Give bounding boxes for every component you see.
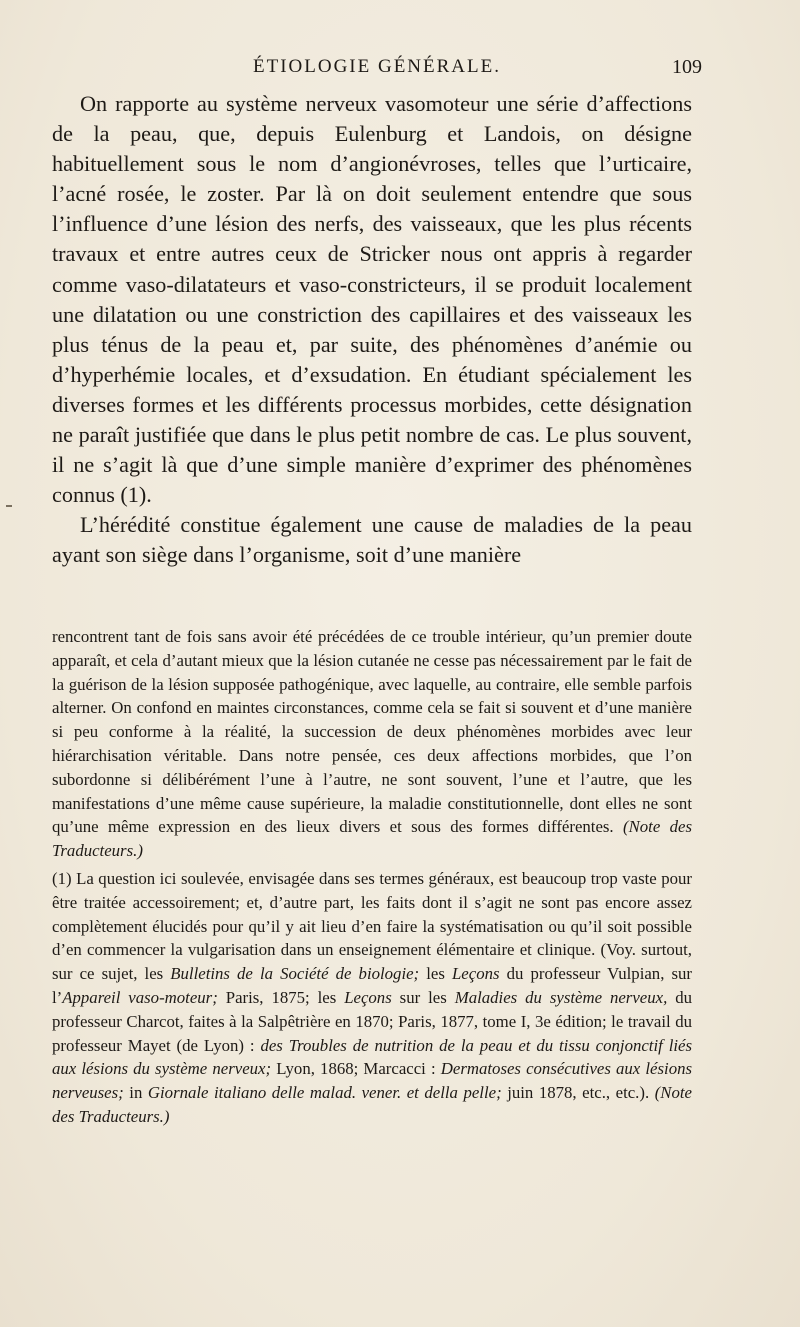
fn-title: Leçons [451,964,500,984]
continued-note-attribution: (Note des Traducteurs.) [52,817,692,861]
fn-text: sur les [391,987,455,1007]
fn-title: Maladies du système nerveux, [454,987,668,1007]
fn-title: Giornale italiano delle malad. vener. et della pelle; [147,1083,502,1103]
fn-text: in [123,1083,148,1103]
paragraph-vasomotor: On rapporte au système nerveux vasomoteur une série d’affections de la peau, que, depuis Eulenburg et Landois, on désigne habituellement sous le nom d’angionévroses, telles que l’urticaire, l’acné rosée, le zoster. Par là on doit seulement entendre que sous l’influence d’une lésion des nerfs, des vaisseaux, que les plus récents travaux et entre autres ceux de Stricker nous ont appris à regarder comme vaso-dilatateurs et vaso-constricteurs, il se produit localement une dilatation ou une constriction des capillaires et des vaisseaux les plus ténus de la peau et, par suite, des phénomènes d’anémie ou d’hyperhémie locales, et d’exsudation. En étudiant spécialement les diverses formes et les différents processus morbides, cette désignation ne paraît justifiée que dans le plus petit nombre de cas. Le plus souvent, il ne s’agit là que d’une simple manière d’exprimer des phénomènes connus (1). [52,91,692,508]
fn-text: La question ici soulevée, envisagée dans ses termes généraux, est beaucoup trop vaste pour être traitée accessoirement; et, d’autre part, les faits dont il s’agit ne sont pas encore assez complètement élucidés pour qu’il y ait lieu d’en faire la systématisation ou qu’il soit possible d’en commencer la vulgarisation dans un enseignement élémentaire et clinique. (Voy. surtout, sur ce sujet, les [52,868,692,984]
fn-title: Dermatoses consécutives aux lésions nerveuses; [52,1059,693,1103]
fn-title: des Troubles de nutrition de la peau et du tissu conjonctif liés aux lésions du système nerveux; [52,1035,692,1079]
fn-text: du professeur Charcot, faites à la Salpêtrière en 1870; Paris, 1877, tome I, 3e édition; le travail du professeur Mayet (de Lyon) : [52,987,693,1055]
page-number: 109 [672,56,702,78]
fn-text: Paris, 1875; les [217,987,345,1007]
fn-text: juin 1878, etc., etc.). [501,1083,655,1103]
footnote-attribution: (Note des Traducteurs.) [52,1083,692,1126]
page-header [52,56,702,84]
footnote-marker: (1) [52,868,72,888]
running-title: ÉTIOLOGIE GÉNÉRALE. [252,56,501,77]
fn-text: du professeur Vulpian, sur l’ [52,964,692,1007]
paragraph-heredity: L’hérédité constitue également une cause de maladies de la peau ayant son siège dans l’organisme, soit d’une manière [52,512,692,568]
fn-text: les [419,964,452,984]
main-text [52,89,692,571]
footnotes [52,625,692,1129]
fn-title: Appareil vaso-moteur; [62,987,218,1007]
continued-note [52,625,692,863]
fn-title: Leçons [344,987,392,1007]
footnote-1 [52,867,692,1129]
margin-mark [6,505,12,507]
continued-note-text: rencontrent tant de fois sans avoir été précédées de ce trouble intérieur, qu’un premier doute apparaît, et cela d’autant mieux que la lésion cutanée ne cesse pas nécessairement par le fait de la guérison de la lésion supposée pathogénique, avec laquelle, au contraire, elle semble parfois alterner. On confond en maintes circonstances, comme cela se fait si souvent et d’une manière si peu conforme à la réalité, la succession de deux phénomènes morbides avec leur hiérarchisation véritable. Dans notre pensée, ces deux affections morbides, que l’on subordonne si délibérément l’une à l’autre, ne sont souvent, l’une et l’autre, que les manifestations d’une même cause supérieure, la maladie constitutionnelle, dont elles ne sont qu’une même expression en des lieux divers et sous des formes différentes. [52,627,692,837]
fn-title: Bulletins de la Société de biologie; [170,964,420,984]
fn-text: Lyon, 1868; Marcacci : [271,1059,441,1079]
